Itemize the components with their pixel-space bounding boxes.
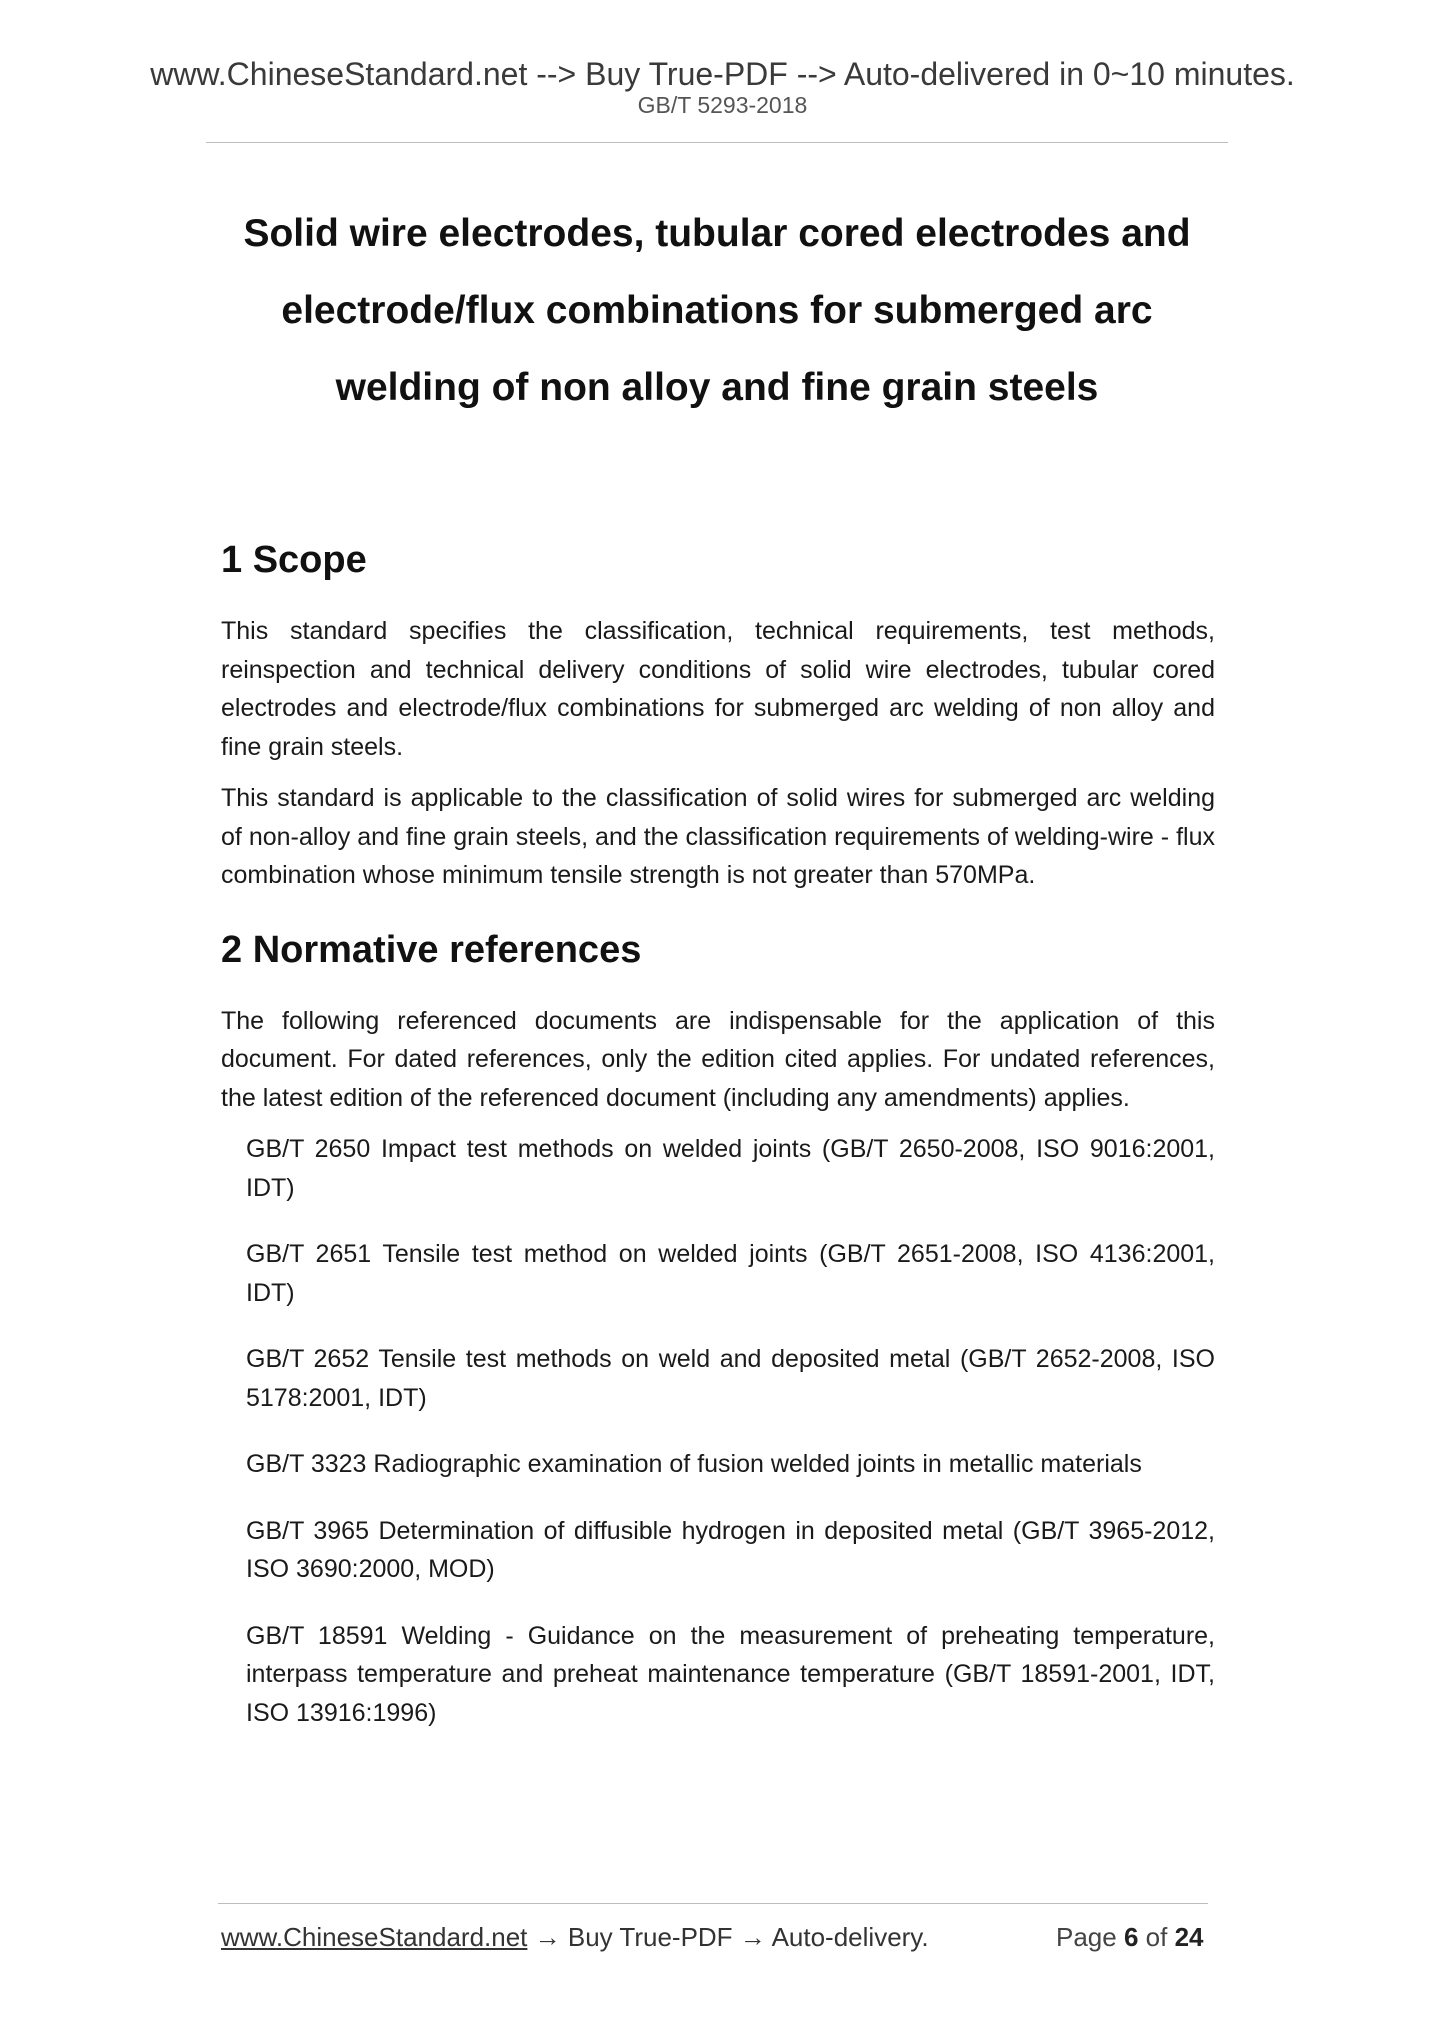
page-label: Page	[1056, 1922, 1117, 1952]
reference-item: GB/T 3965 Determination of diffusible hydrogen in deposited metal (GB/T 3965-2012, ISO 3690:2000, MOD)	[246, 1516, 1215, 1583]
header-divider	[206, 142, 1228, 143]
standard-code: GB/T 5293-2018	[637, 92, 808, 118]
page-indicator	[1056, 1921, 1204, 1955]
reference-item: GB/T 2651 Tensile test method on welded joints (GB/T 2651-2008, ISO 4136:2001, IDT)	[246, 1240, 1215, 1307]
page-current: 6	[1123, 1922, 1139, 1952]
section-heading-scope: 1 Scope	[221, 539, 367, 581]
footer-site-link[interactable]: www.ChineseStandard.net	[221, 1922, 528, 1952]
paragraph: The following referenced documents are indispensable for the application of this document. For dated references, only the edition cited applies. For undated references, the latest edition of the referenced document (including any amendments) applies.	[221, 1006, 1215, 1112]
title-line: welding of non alloy and fine grain steels	[335, 366, 1099, 409]
reference-list	[246, 1130, 1215, 1732]
section-heading-normative-references: 2 Normative references	[221, 928, 642, 971]
main-content	[221, 530, 1215, 1732]
footer-promo	[221, 1921, 929, 1955]
title-line: electrode/flux combinations for submerged arc	[281, 289, 1153, 332]
paragraph: This standard specifies the classification, technical requirements, test methods, reinspection and technical delivery conditions of solid wire electrodes, tubular cored electrodes and electrode/flux combinations for submerged arc welding of non alloy and fine grain steels.	[221, 617, 1215, 761]
footer-tail-text: → Buy True-PDF → Auto-delivery.	[527, 1922, 929, 1952]
page-total: 24	[1174, 1922, 1204, 1952]
reference-item: GB/T 2650 Impact test methods on welded joints (GB/T 2650-2008, ISO 9016:2001, IDT)	[246, 1135, 1215, 1202]
title-line: Solid wire electrodes, tubular cored electrodes and	[243, 212, 1191, 255]
footer-divider	[218, 1903, 1208, 1904]
reference-item: GB/T 2652 Tensile test methods on weld and deposited metal (GB/T 2652-2008, ISO 5178:2001, IDT)	[246, 1345, 1215, 1412]
reference-item: GB/T 3323 Radiographic examination of fusion welded joints in metallic materials	[246, 1450, 1142, 1478]
document-title	[206, 195, 1228, 426]
top-banner: www.ChineseStandard.net --> Buy True-PDF --> Auto-delivered in 0~10 minutes.	[150, 56, 1295, 92]
reference-item: GB/T 18591 Welding - Guidance on the measurement of preheating temperature, interpass temperature and preheat maintenance temperature (GB/T 18591-2001, IDT, ISO 13916:1996)	[246, 1621, 1215, 1727]
paragraph: This standard is applicable to the classification of solid wires for submerged arc welding of non-alloy and fine grain steels, and the classification requirements of welding-wire - flux combination whose minimum tensile strength is not greater than 570MPa.	[221, 784, 1215, 889]
page-of-label: of	[1145, 1922, 1168, 1952]
